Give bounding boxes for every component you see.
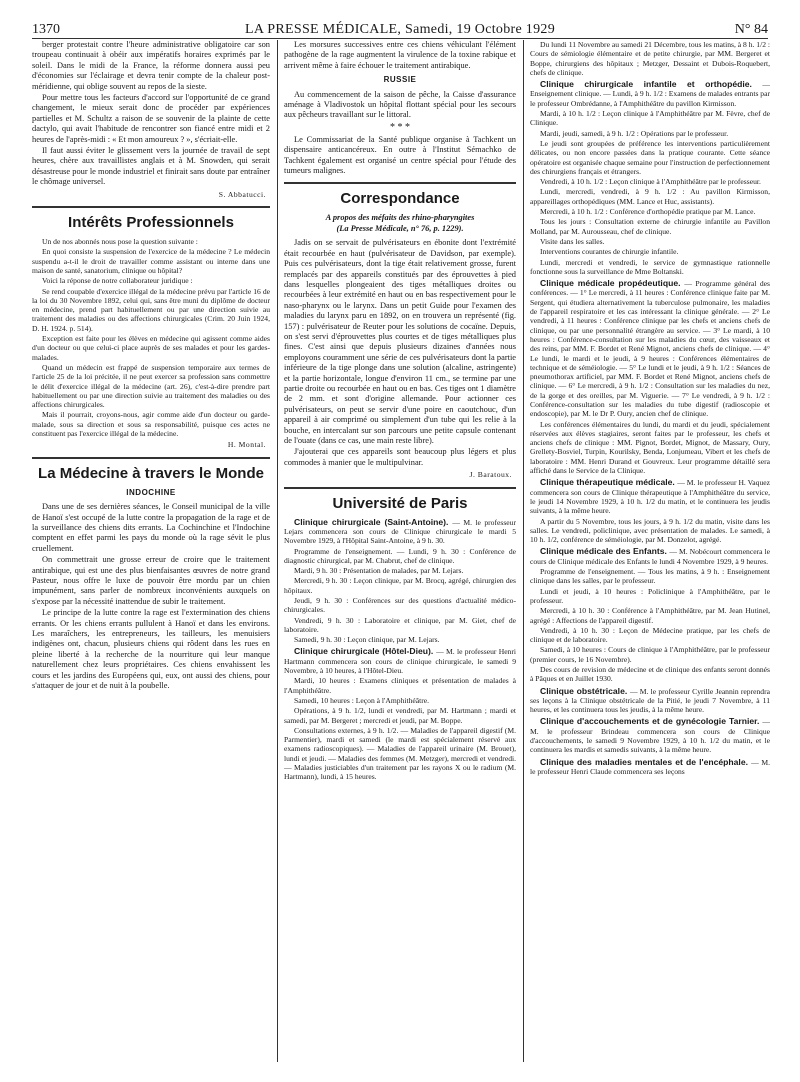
page-number: 1370	[32, 22, 60, 37]
listing-body: Mercredi, à 10 h. 30 : Conférence à l'Amphithéâtre, par M. Jean Hutinel, agrégé : Affections de l'appareil digestif.	[530, 606, 770, 625]
listing-heading: Clinique des maladies mentales et de l'encéphale.	[540, 756, 752, 767]
journal-title: LA PRESSE MÉDICALE, Samedi, 19 Octobre 1929	[245, 22, 555, 37]
section-divider	[32, 457, 270, 459]
column-left	[32, 40, 270, 1064]
listing-heading: Clinique chirurgicale (Saint-Antoine).	[294, 516, 453, 527]
listing-entry	[530, 717, 770, 754]
paragraph: En quoi consiste la suspension de l'exercice de la médecine ? Le médecin suspendu a-t-il le droit de travailler comme assistant ou interne dans une maison de santé, sanatorium, clinique ou hôpital?	[32, 247, 270, 275]
russie-article	[284, 90, 516, 121]
listing-body: Samedi, 10 heures : Leçon à l'Amphithéâtre.	[294, 695, 430, 705]
signature: J. Baratoux.	[469, 470, 512, 480]
universite-listings	[284, 518, 516, 782]
paragraph: Le principe de la lutte contre la rage est l'extermination des chiens errants. Or les chiens errants pullulent à Hanoï et dans les environs. Les maraîchers, les entrepreneurs, les tailleurs, les menuisiers indigènes ont, chacun, plusieurs chiens qui rôdent dans les rues en pleine liberté à la recherche de la nourriture qui leur manque naturellement chez leurs propriétaires. Ces chiens envahissent les cours et les jardins des Européens qui, eux, ont aussi des chiens, pour s'attaquer de jour et de nuit à la poubelle.	[32, 608, 270, 691]
listing-entry	[530, 478, 770, 515]
listing-body: Visite dans les salles.	[540, 236, 605, 246]
listing-entry	[284, 596, 516, 615]
listing-entry	[530, 645, 770, 664]
listing-entry	[530, 109, 770, 128]
listing-body: Le jeudi sont groupées de préférence les interventions particulièrement délicates, ou non encore passées dans la pratique courante. Cette séance opératoire est organisée chaque semaine pour l'instruction de perfectionnement des chirurgiens français et étrangers.	[530, 138, 770, 176]
listing-body: Des cours de revision de médecine et de clinique des enfants seront donnés à Pâques et en Juillet 1930.	[530, 665, 770, 684]
interets-article	[32, 237, 270, 438]
section-title-correspondance: Correspondance	[340, 190, 460, 208]
listing-entry	[530, 139, 770, 176]
paragraph: Mais il pourrait, croyons-nous, agir comme aide d'un docteur ou garde-malade, sous sa direction et sous sa responsabilité, puisque ces actes ne constituent pas l'exercice illégal de la médecine.	[32, 410, 270, 439]
listing-body: — M. le professeur Henri Claude commencera ses leçons	[530, 757, 770, 776]
listing-entry	[284, 726, 516, 782]
listing-body: Lundi, mercredi, vendredi, à 9 h. 1/2 : Au pavillon Kirmisson, appareillages orthopédiques (MM. Lance et Huc, assistants).	[530, 187, 770, 206]
listing-body: Opérations, à 9 h. 1/2, lundi et vendredi, par M. Hartmann ; mardi et samedi, par M. Bergeret ; mercredi et jeudi, par M. Boppe.	[284, 706, 516, 725]
listing-entry	[284, 696, 516, 705]
listing-entry	[530, 217, 770, 236]
section-divider	[284, 182, 516, 184]
listing-body: — Enseignement clinique. — Lundi, à 9 h. 1/2 : Examens de malades entrants par le professeur Ombrédanne, à l'Amphithéâtre du pavillon Kirmisson.	[530, 80, 770, 108]
listing-entry	[530, 547, 770, 566]
listing-entry	[530, 517, 770, 545]
listing-body: Samedi, 9 h. 30 : Leçon clinique, par M. Lejars.	[294, 635, 440, 645]
listing-entry	[284, 706, 516, 725]
intro-article	[32, 40, 270, 188]
listing-body: — M. le professeur Lejars commencera son cours de Clinique chirurgicale le mardi 5 Novembre 1929, à l'Hôpital Saint-Antoine, à 9 h. 30.	[284, 517, 516, 546]
subject-reference: (La Presse Médicale, n° 76, p. 1229).	[336, 223, 464, 233]
listing-heading: Clinique obstétricale.	[540, 685, 630, 696]
section-divider	[32, 206, 270, 208]
listing-body: Mardi, à 10 h. 1/2 : Leçon clinique à l'Amphithéâtre par M. Fèvre, chef de Clinique.	[530, 109, 770, 128]
paragraph: Exception est faite pour les élèves en médecine qui agissent comme aides d'un docteur ou que celui-ci place auprès de ses malades et pour les gardes-malades.	[32, 334, 270, 362]
paragraph: On commettrait une grosse erreur de croire que le traitement antirabique, qui est une des plus bienfaisantes œuvres de notre grand Pasteur, nous offre le luxe de pouvoir être mordu par un chien impunément, sans parler de nombreux inconvénients auxquels on s'expose par la nécessité inattendue de subir le traitement.	[32, 555, 270, 606]
listing-body: — M. le professeur Brindeau commencera son cours de Clinique d'accouchements, le samedi 9 Novembre 1929, à 10 h. 1/2 du matin, et le continuera les mardis et samedis suivants, à la même heure.	[530, 717, 770, 755]
listing-body: Mardi, 9 h. 30 : Présentation de malades, par M. Lejars.	[294, 566, 464, 576]
column-middle	[284, 40, 516, 1064]
universite-listings-continued	[530, 40, 770, 776]
page-header	[32, 22, 768, 39]
listing-entry	[530, 567, 770, 586]
section-divider	[284, 487, 516, 489]
paragraph: Il faut aussi éviter le glissement vers la journée de travail de sept heures, chère aux travaillistes anglais et à M. Snowden, qui serait désastreuse pour le monde industriel et finirait sans doute par entraîner le chômage universel.	[32, 146, 270, 187]
russie-article-2	[284, 135, 516, 177]
issue-number: N° 84	[734, 22, 768, 37]
section-title-monde: La Médecine à travers le Monde	[38, 464, 264, 482]
listing-body: Lundi, mercredi et vendredi, le service de gymnastique rationnelle fonctionne sous la surveillance de Mme Boltanski.	[530, 257, 770, 276]
section-title-universite: Université de Paris	[332, 494, 468, 512]
listing-entry	[530, 40, 770, 77]
signature: H. Montal.	[227, 440, 266, 450]
paragraph: berger protestait contre l'heure administrative obligatoire car son troupeau continuait à obéir aux impératifs horaires exprimés par le soleil. Dans le midi de la France, la réforme donnera aussi peu d'économies sur l'éclairage et devra tenir compte de la chaleur post-méridienne, qui oblige souvent au repos de la sieste.	[32, 40, 270, 91]
paragraph: Pour mettre tous les facteurs d'accord sur l'opportunité de ce grand changement, le mieux serait donc de procéder par expériences partielles et M. Schultz a raison de se souvenir de la plainte de cette dactylo, qui avait l'habitude de rencontrer son fiancé entre midi et 2 heures de l'après-midi : « Et mon amoureux ? », s'écriait-elle.	[32, 93, 270, 144]
paragraph: Le Commissariat de la Santé publique organise à Tachkent un dispensaire anticancéreux. En outre à l'Institut Sémachko de Tachkent également est organisé un centre spécial pour l'étude des tumeurs malignes.	[284, 134, 516, 176]
listing-body: Samedi, à 10 heures : Cours de clinique à l'Amphithéâtre, par le professeur (premier cours, le 16 Novembre).	[530, 645, 770, 664]
listing-entry	[530, 237, 770, 246]
indochine-article	[32, 502, 270, 691]
listing-body: — M. Nobécourt commencera le cours de Clinique médicale des Enfants le lundi 4 Novembre 1929, à 9 heures.	[530, 547, 770, 566]
listing-body: Tous les jours : Consultation externe de chirurgie infantile au Pavillon Molland, par M. Aurousseau, chef de clinique.	[530, 217, 770, 236]
listing-entry	[530, 606, 770, 625]
listing-entry	[530, 758, 770, 777]
listing-body: Lundi et jeudi, à 10 heures : Policlinique à l'Amphithéâtre, par le professeur.	[530, 586, 770, 605]
listing-entry	[284, 566, 516, 575]
listing-body: — M. le professeur Cyrille Jeannin reprendra ses leçons à la Clinique obstétricale de la Pitié, le jeudi 7 Novembre, à 11 heures, et les continuera tous les jeudis, à la même heure.	[530, 686, 770, 715]
listing-heading: Clinique médicale propédeutique.	[540, 278, 685, 289]
listing-entry	[530, 420, 770, 476]
listing-body: Consultations externes, à 9 h. 1/2. — Maladies de l'appareil digestif (M. Parmentier), mardi et samedi (le mardi est spécialement réservé aux examens radioscopiques). — Maladies de l'appareil urinaire (M. Brouet), lundi et jeudi. — Maladies des femmes (M. Metzger), mercredi et vendredi. — Maladies justiciables d'un traitement par les rayons X ou le radium (M. Hartmann), lundi, à 15 heures.	[284, 725, 516, 782]
indochine-continued	[284, 40, 516, 71]
listing-entry	[284, 576, 516, 595]
paragraph: Se rend coupable d'exercice illégal de la médecine prévu par l'article 16 de la loi du 30 Novembre 1892, celui qui, sans être muni du diplôme de docteur en médecine, prend part habituellement ou par une direction suivie au traitement des maladies ou des affections chirurgicales (Crim. 20 Juin 1924, D. H. 1924. p. 514).	[32, 286, 270, 333]
subsection-indochine: INDOCHINE	[126, 487, 176, 497]
listing-heading: Clinique d'accouchements et de gynécologie Tarnier.	[540, 716, 763, 727]
column-right	[530, 40, 770, 1064]
listing-entry	[530, 187, 770, 206]
listing-body: Mercredi, à 10 h. 1/2 : Conférence d'orthopédie pratique par M. Lance.	[540, 207, 756, 217]
correspondance-subject	[284, 213, 516, 234]
listing-entry	[530, 177, 770, 186]
listing-body: Jeudi, 9 h. 30 : Conférences sur des questions d'actualité médico-chirurgicales.	[284, 596, 516, 615]
listing-body: Programme de l'enseignement. — Tous les matins, à 9 h. : Enseignement clinique dans les salles, par le professeur.	[530, 567, 770, 586]
listing-entry	[530, 665, 770, 684]
separator-stars: * * *	[390, 121, 410, 133]
listing-entry	[284, 518, 516, 546]
listing-entry	[284, 616, 516, 635]
column-rule	[523, 40, 524, 1062]
paragraph: Voici la réponse de notre collaborateur juridique :	[42, 276, 193, 286]
listing-heading: Clinique thérapeutique médicale.	[540, 477, 678, 488]
listing-heading: Clinique chirurgicale infantile et orthopédie.	[540, 79, 763, 90]
listing-body: Du lundi 11 Novembre au samedi 21 Décembre, tous les matins, à 8 h. 1/2 : Cours de sémiologie élémentaire et de petite chirurgie, par MM. Bergeret et Boppe, chirurgiens des hôpitaux ; Metzger, Dessaint et Dubois-Roquebert, chefs de clinique.	[530, 40, 770, 77]
listing-entry	[530, 80, 770, 108]
paragraph: Dans une de ses dernières séances, le Conseil municipal de la ville de Hanoï s'est occupé de la lutte contre la propagation de la rage et de la surveillance des chiens dits errants. La Cochinchine et l'Indochine comptent en effet parmi les pays du monde où la rage sévit le plus cruellement.	[32, 502, 270, 553]
listing-body: — M. le professeur H. Vaquez commencera son cours de Clinique thérapeutique à l'Amphithéâtre du service, le jeudi 14 Novembre 1929, à 10 h. 1/2 du matin, et le continuera les jeudis suivants, à la même heure.	[530, 478, 770, 516]
paragraph: Les morsures successives entre ces chiens véhiculant l'élément pathogène de la rage augmentent la virulence de la toxine rabique et arrivent même à faire échouer le traitement antirabique.	[284, 40, 516, 70]
paragraph: Jadis on se servait de pulvérisateurs en ébonite dont l'extrémité était recourbée en haut (pulvérisateur de Davidson, par exemple). Puis ces pulvérisateurs, dont la tige était relativement grosse, furent remplacés par des appareils constitués par des éprouvettes à pied dans lesquelles plongeaient des tiges métalliques droites ou recourbées à leur extrémité en haut ou en bas respectivement pour le naso-pharynx ou le larynx. Dans un petit Guide pour l'examen des maladies du larynx paru en 1892, on en trouvera un représenté (fig. 157) : pulvérisateur de Reuter pour les solutions de cocaïne. Depuis, on s'est servi d'éprouvettes plus courtes et de tiges métalliques plus fines. C'est ainsi que depuis plusieurs dizaines d'années nous employons couramment une série de ces pulvérisateurs dont la partie inférieure de la tige plonge dans une solution (alcaline, astringente) et la partie horizontale, longue d'environ 11 cm., se termine par une partie droite ou recourbée en haut ou en bas. Ces tiges ont 1 diamètre de 2 mm. et sont d'origine allemande. Pour actionner ces pulvérisateurs, on peut se servir d'une poire en caoutchouc, d'un appareil à air comprimé ou simplement d'un tube qui les relie à la bouche, en intercalant sur son parcours une petite capsule contenant de l'ouate (dans ce cas, une main reste libre).	[284, 238, 516, 445]
listing-heading: Clinique chirurgicale (Hôtel-Dieu).	[294, 646, 437, 657]
listing-entry	[530, 258, 770, 277]
listing-body: — Programme général des conférences. — 1° Le mercredi, à 11 heures : Conférence clinique faite par M. Sergent, qui étudiera alternativement la tuberculose pulmonaire, les maladies de l'appareil respiratoire et les cas intéressant la clinique générale. — 2° Le vendredi, à 11 heures : Conférence clinique par les chefs et anciens chefs de clinique, ou par une personnalité étrangère au service. — 3° Le mardi, à 10 heures : Conférence-consultation sur les maladies du cœur, des vaisseaux et des reins, par MM. F. Bordet et René Mignot, anciens chefs de clinique. — 4° Le lundi, le mardi et le jeudi, à 9 heures : Conférences élémentaires de technique et de séméiologie. — 5° Le lundi et le jeudi, à 9 h. 1/2 : Séances de pneumothorax artificiel, par MM. F. Bordet et René Mignot, anciens chefs de clinique. — 6° Le mercredi, à 9 h. 1/2 : Consultation sur les maladies du nez, de la gorge et des oreilles, par M. Viguerie. — 7° Le vendredi, à 9 h. 1/2 : Conférence-consultation sur les maladies du tube digestif (radioscopie et endoscopie), par M. le Dr P. Oury, ancien chef de clinique.	[530, 279, 770, 419]
listing-entry	[284, 635, 516, 644]
listing-heading: Clinique médicale des Enfants.	[540, 546, 670, 557]
listing-entry	[530, 587, 770, 606]
listing-entry	[530, 687, 770, 715]
listing-body: A partir du 5 Novembre, tous les jours, à 9 h. 1/2 du matin, visite dans les salles. Le vendredi, policlinique, avec présentation de malades. Le samedi, à 10 h. 1/2, conférence de séméiologie, par M. Donzelot, agrégé.	[530, 516, 770, 545]
listing-entry	[530, 247, 770, 256]
signature: S. Abbatucci.	[218, 189, 266, 199]
paragraph: Quand un médecin est frappé de suspension temporaire aux termes de l'article 25 de la loi précitée, il ne peut exercer sa profession sans commettre le délit d'exercice illégal de la médecine (art. 26), c'est-à-dire prendre part habituellement ou par une direction suivie au traitement des maladies ou des affections chirurgicales.	[32, 362, 270, 410]
listing-body: — M. le professeur Henri Hartmann commencera son cours de clinique chirurgicale, le samedi 9 Novembre, à 10 heures, à l'Hôtel-Dieu.	[284, 647, 516, 676]
listing-entry	[284, 647, 516, 675]
listing-body: Vendredi, à 10 h. 30 : Leçon de Médecine pratique, par les chefs de clinique et de laboratoire.	[530, 625, 770, 645]
listing-body: Mercredi, 9 h. 30 : Leçon clinique, par M. Brocq, agrégé, chirurgien des hôpitaux.	[284, 576, 516, 595]
paragraph: Au commencement de la saison de pêche, la Caisse d'assurance aménage à Vladivostok un hôpital flottant spécial pour les secours aux pêcheurs travaillant sur le littoral.	[284, 89, 516, 120]
section-title-interets: Intérêts Professionnels	[68, 214, 234, 232]
listing-body: Mardi, jeudi, samedi, à 9 h. 1/2 : Opérations par le professeur.	[540, 128, 729, 138]
listing-entry	[530, 129, 770, 138]
paragraph: Un de nos abonnés nous pose la question suivante :	[42, 237, 198, 247]
listing-entry	[530, 626, 770, 645]
listing-body: Les conférences élémentaires du lundi, du mardi et du jeudi, spécialement réservées aux élèves stagiaires, seront faites par le professeur, les chefs et anciens chefs de clinique : MM. Pignot, Bordet, Mignot, de Massary, Oury, Grellety-Bosviel, Turpin, Kourilsky, Benda, Lonjumeau, Vibert et les chefs de laboratoire : MM. Henri Durand et Gouvreux. Leur programme détaillé sera affiché dans le Service de la Clinique.	[530, 419, 770, 476]
listing-body: Programme de l'enseignement. — Lundi, 9 h. 30 : Conférence de diagnostic chirurgical, par M. Chabrut, chef de clinique.	[284, 546, 516, 565]
listing-body: Interventions courantes de chirurgie infantile.	[540, 247, 679, 257]
listing-entry	[530, 207, 770, 216]
listing-body: Mardi, 10 heures : Examens cliniques et présentation de malades à l'Amphithéâtre.	[284, 676, 516, 695]
listing-entry	[284, 676, 516, 695]
listing-body: Vendredi, à 10 h. 1/2 : Leçon clinique à l'Amphithéâtre par le professeur.	[540, 177, 761, 187]
listing-entry	[284, 547, 516, 566]
subject-line: A propos des méfaits des rhino-pharyngites	[325, 213, 475, 223]
subsection-russie: RUSSIE	[383, 75, 417, 85]
paragraph: J'ajouterai que ces appareils sont beaucoup plus légers et plus commodes à manier que le multipulvinar.	[284, 447, 516, 467]
listing-body: Vendredi, 9 h. 30 : Laboratoire et clinique, par M. Giet, chef de laboratoire.	[284, 615, 516, 634]
listing-entry	[530, 279, 770, 418]
correspondance-article	[284, 238, 516, 468]
column-rule	[277, 40, 278, 1062]
